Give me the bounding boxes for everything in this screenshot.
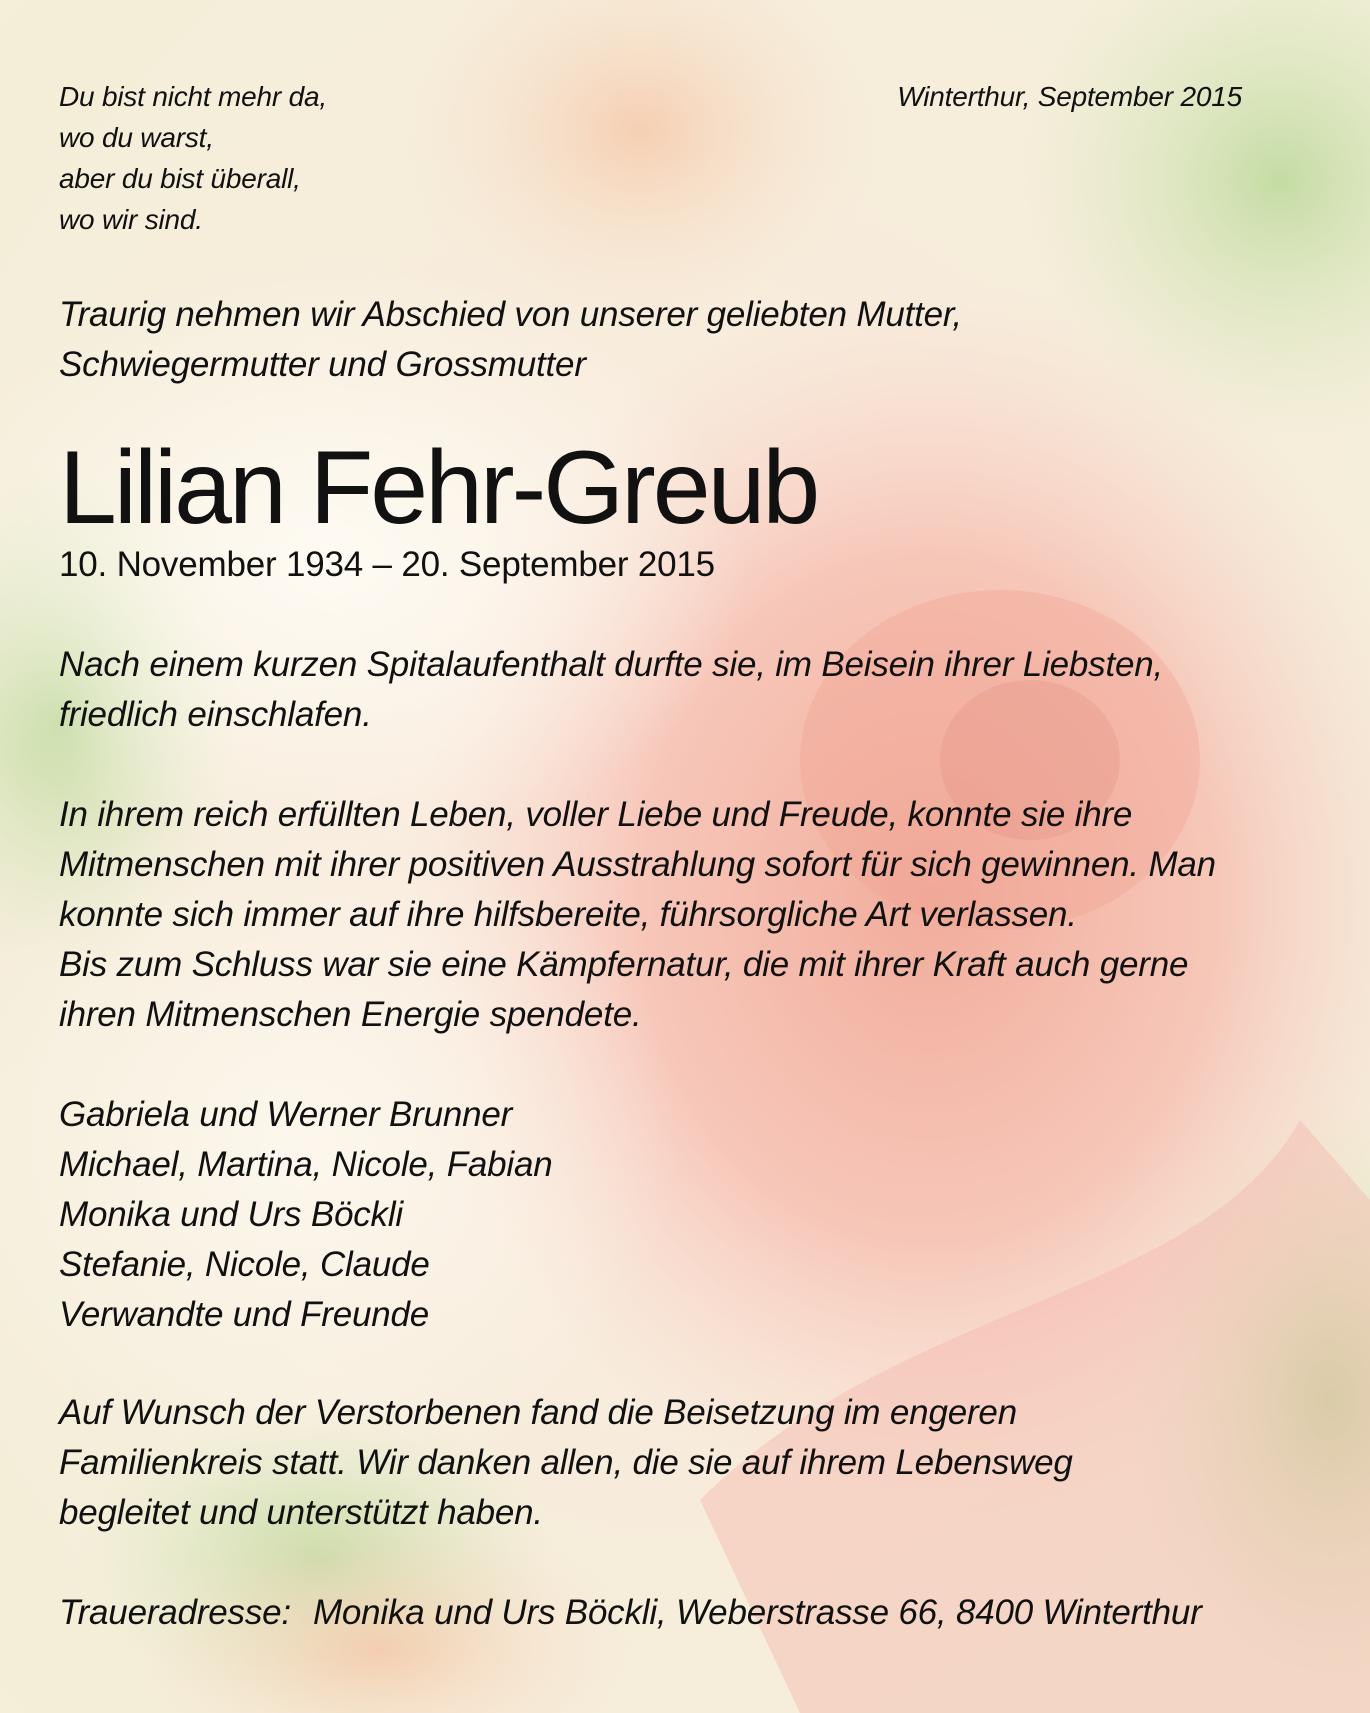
paragraph-line: Bis zum Schluss war sie eine Kämpfernatur, die mit ihrer Kraft auch gerne — [59, 945, 1189, 984]
family-member: Monika und Urs Böckli — [59, 1195, 403, 1234]
intro-text — [59, 290, 962, 390]
life-dates: 10. November 1934 – 20. September 2015 — [59, 545, 715, 584]
paragraph-line: Mitmenschen mit ihrer positiven Ausstrahlung sofort für sich gewinnen. Man — [59, 845, 1216, 884]
poem-line: Du bist nicht mehr da, — [59, 81, 327, 112]
intro-line: Traurig nehmen wir Abschied von unserer geliebten Mutter, — [59, 295, 962, 334]
poem-line: wo wir sind. — [59, 204, 203, 235]
paragraph-line: In ihrem reich erfüllten Leben, voller Liebe und Freude, konnte sie ihre — [59, 795, 1133, 834]
deceased-name: Lilian Fehr-Greub — [59, 430, 818, 546]
paragraph-line: friedlich einschlafen. — [59, 695, 372, 734]
family-list — [59, 1090, 553, 1340]
address-value: Monika und Urs Böckli, Weberstrasse 66, 8400 Winterthur — [312, 1593, 1202, 1632]
address-label: Traueradresse: — [59, 1593, 291, 1632]
paragraph-line: begleitet und unterstützt haben. — [59, 1493, 543, 1532]
paragraph-life — [59, 790, 1216, 1040]
family-member: Stefanie, Nicole, Claude — [59, 1245, 430, 1284]
paragraph-burial — [59, 1388, 1073, 1538]
paragraph-line: Nach einem kurzen Spitalaufenthalt durfte sie, im Beisein ihrer Liebsten, — [59, 645, 1164, 684]
mourning-address — [59, 1588, 1202, 1638]
paragraph-line: Auf Wunsch der Verstorbenen fand die Beisetzung im engeren — [59, 1393, 1017, 1432]
family-member: Michael, Martina, Nicole, Fabian — [59, 1145, 553, 1184]
paragraph-line: Familienkreis statt. Wir danken allen, die sie auf ihrem Lebensweg — [59, 1443, 1073, 1482]
family-member: Verwandte und Freunde — [59, 1295, 430, 1334]
poem — [59, 76, 327, 240]
paragraph-line: ihren Mitmenschen Energie spendete. — [59, 995, 642, 1034]
poem-line: wo du warst, — [59, 122, 214, 153]
place-date: Winterthur, September 2015 — [897, 81, 1242, 112]
paragraph-passing — [59, 640, 1163, 740]
poem-line: aber du bist überall, — [59, 163, 301, 194]
family-member: Gabriela und Werner Brunner — [59, 1095, 513, 1134]
paragraph-line: konnte sich immer auf ihre hilfsbereite, führsorgliche Art verlassen. — [59, 895, 1077, 934]
intro-line: Schwiegermutter und Grossmutter — [59, 345, 586, 384]
